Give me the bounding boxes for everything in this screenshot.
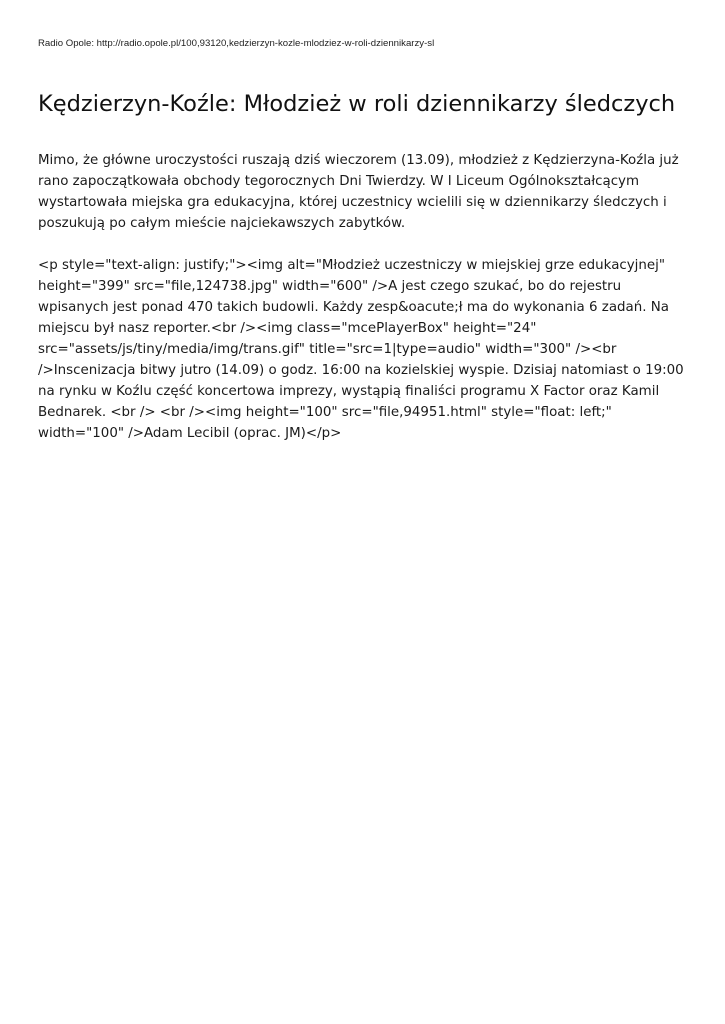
article-body-raw-html: <p style="text-align: justify;"><img alt="Młodzież uczestniczy w miejskiej grze edukacyjnej" height="399" src="file,124738.jpg" width="600" />A jest czego szukać, bo do rejestru wpisanych jest ponad 470 takich budowli. Każdy zesp&oacute;ł ma do wykonania 6 zadań. Na miejscu był nasz reporter.<br /><img class="mcePlayerBox" height="24" src="assets/js/tiny/media/img/trans.gif" title="src=1|type=audio" width="300" /><br />Inscenizacja bitwy jutro (14.09) o godz. 16:00 na kozielskiej wyspie. Dzisiaj natomiast o 19:00 na rynku w Koźlu część koncertowa imprezy, wystąpią finaliści programu X Factor oraz Kamil Bednarek. <br /> <br /><img height="100" src="file,94951.html" style="float: left;" width="100" />Adam Lecibil (oprac. JM)</p> (38, 258, 684, 441)
source-url-line: Radio Opole: http://radio.opole.pl/100,93120,kedzierzyn-kozle-mlodziez-w-roli-dziennikarzy-sl (38, 38, 435, 49)
article-lead-paragraph: Mimo, że główne uroczystości ruszają dziś wieczorem (13.09), młodzież z Kędzierzyna-Koźla już rano zapoczątkowała obchody tegorocznych Dni Twierdzy. W I Liceum Ogólnokształcącym wystartowała miejska gra edukacyjna, której uczestnicy wcielili się w dziennikarzy śledczych i poszukują po całym mieście najciekawszych zabytków. (38, 153, 679, 231)
article-title: Kędzierzyn-Koźle: Młodzież w roli dziennikarzy śledczych (38, 91, 676, 117)
